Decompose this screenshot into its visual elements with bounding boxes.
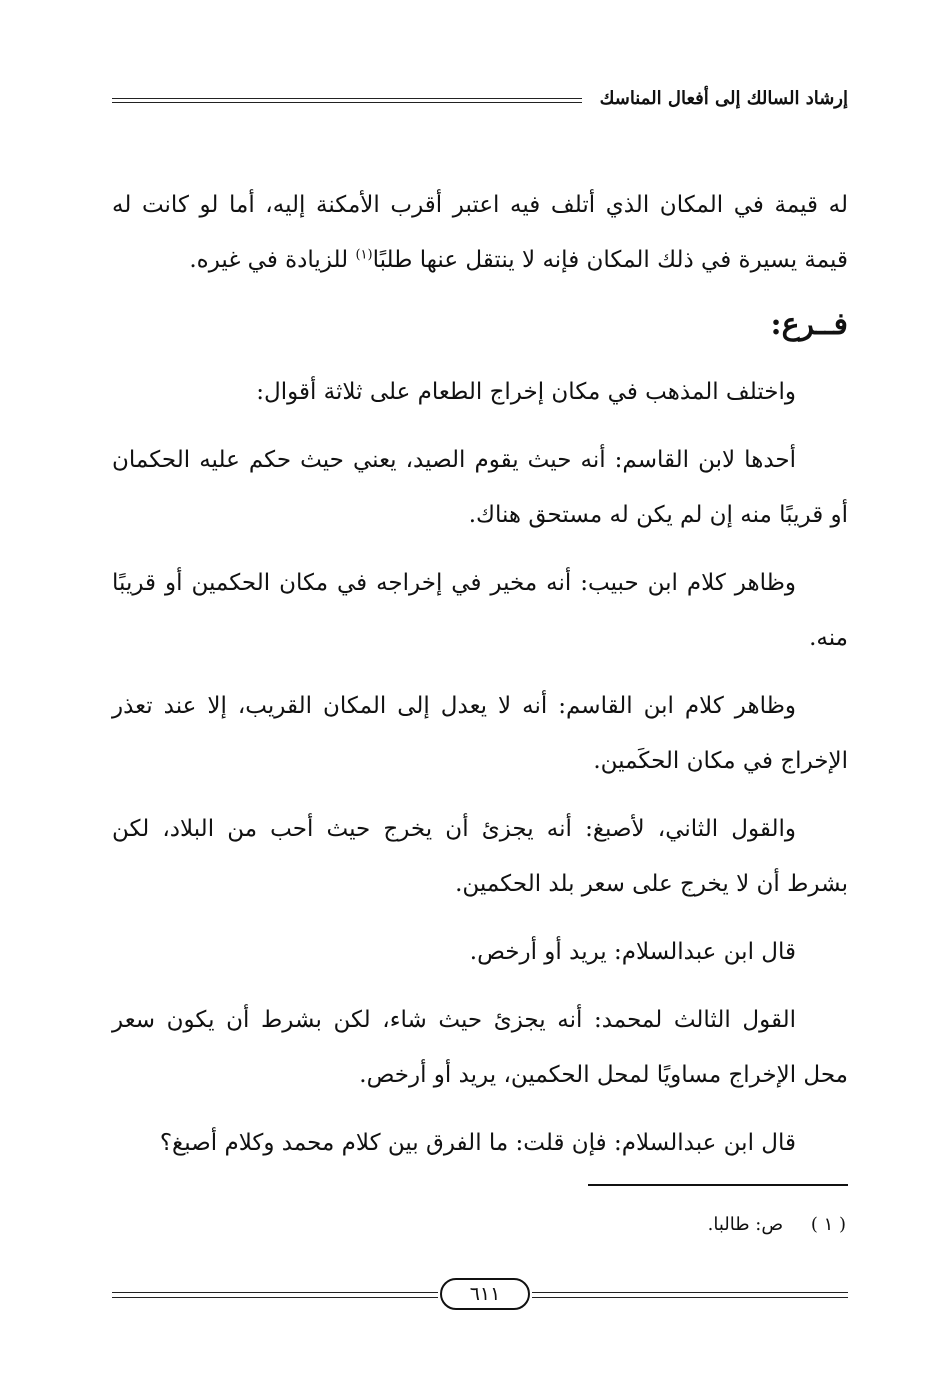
footnote-text: ص: طالبا. xyxy=(707,1214,784,1235)
paragraph-text: له قيمة في المكان الذي أتلف فيه اعتبر أقرب الأمكنة إليه، أما لو كانت له قيمة يسيرة في ذلك المكان فإنه لا ينتقل عنها طلبًا xyxy=(112,192,848,273)
section-heading: فــرع: xyxy=(770,307,848,342)
paragraph: وظاهر كلام ابن القاسم: أنه لا يعدل إلى المكان القريب، إلا عند تعذر الإخراج في مكان الحكَمين. xyxy=(112,693,848,774)
main-text xyxy=(112,178,848,1184)
footer-rule xyxy=(112,1297,438,1298)
footnote xyxy=(708,1214,846,1235)
paragraph: واختلف المذهب في مكان إخراج الطعام على ثلاثة أقوال: xyxy=(256,379,796,405)
footer-rule xyxy=(532,1297,848,1298)
footer-rule xyxy=(532,1292,848,1293)
paragraph: قال ابن عبدالسلام: فإن قلت: ما الفرق بين كلام محمد وكلام أصبغ؟ xyxy=(159,1130,796,1156)
paragraph: والقول الثاني، لأصبغ: أنه يجزئ أن يخرج حيث أحب من البلاد، لكن بشرط أن لا يخرج على سعر بلد الحكمين. xyxy=(112,816,848,897)
header-rule xyxy=(112,102,582,103)
footnote-separator xyxy=(588,1184,848,1186)
footer-rule xyxy=(112,1292,438,1293)
paragraph: القول الثالث لمحمد: أنه يجزئ حيث شاء، لكن بشرط أن يكون سعر محل الإخراج مساويًا لمحل الحكمين، يريد أو أرخص. xyxy=(112,1007,848,1088)
paragraph: أحدها لابن القاسم: أنه حيث يقوم الصيد، يعني حيث حكم عليه الحكمان أو قريبًا منه إن لم يكن له مستحق هناك. xyxy=(112,447,848,528)
header-rule xyxy=(112,98,582,99)
footnote-reference: (١) xyxy=(355,247,373,263)
running-header xyxy=(112,88,848,118)
footnote-number: ( ١ ) xyxy=(810,1214,846,1235)
paragraph: قال ابن عبدالسلام: يريد أو أرخص. xyxy=(469,939,796,965)
running-title: إرشاد السالك إلى أفعال المناسك xyxy=(599,88,848,109)
paragraph: وظاهر كلام ابن حبيب: أنه مخير في إخراجه في مكان الحكمين أو قريبًا منه. xyxy=(112,570,848,651)
page-number: ٦١١ xyxy=(440,1278,530,1310)
paragraph-text: للزيادة في غيره. xyxy=(189,247,356,273)
paragraph-continuation xyxy=(112,178,848,288)
